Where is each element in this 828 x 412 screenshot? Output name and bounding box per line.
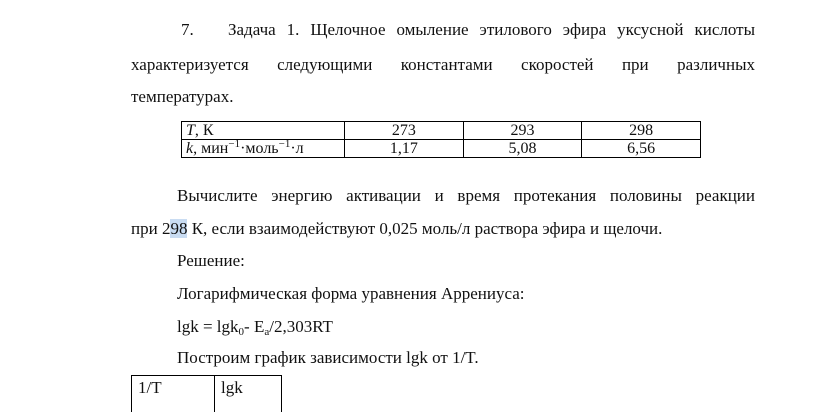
rate-constant-cell: 5,08 [463,140,582,158]
temperature-label: T, К [182,122,345,140]
arrhenius-heading: Логарифмическая форма уравнения Аррениуса: [177,284,525,304]
arrhenius-equation: lgk = lgk$_0$- $E_a/2,303RT$ [177,317,333,337]
temperature-cell: 293 [463,122,582,140]
plot-instruction: Построим график зависимости lgk от 1/T. [177,348,479,368]
task-number: 7. [181,20,194,40]
solution-title: Решение: [177,251,245,271]
table-row [182,140,701,158]
temperature-cell: 298 [582,122,701,140]
rate-constant-cell: 1,17 [345,140,464,158]
table-row [182,122,701,140]
header-inverse-temperature: 1/T [132,376,215,412]
task-line-1: Задача 1. Щелочное омыление этилового эфира уксусной кислоты [228,20,755,40]
text-selection[interactable]: 98 [170,219,187,238]
question-line-2: при 298 К, если взаимодействуют 0,025 моль/л раствора эфира и щелочи. [131,219,662,239]
question-line-1: Вычислите энергию активации и время протекания половины реакции [177,186,755,206]
task-line-2: характеризуется следующими константами скоростей при различных [131,55,755,75]
rate-constant-label: k, мин$^{-1}$·моль$^{-1}$·л [182,140,345,158]
rate-constants-table [181,121,701,158]
temperature-cell: 273 [345,122,464,140]
task-line-3: температурах. [131,87,233,107]
log-table [131,375,282,412]
header-log-k: lgk [215,376,282,412]
rate-constant-cell: 6,56 [582,140,701,158]
